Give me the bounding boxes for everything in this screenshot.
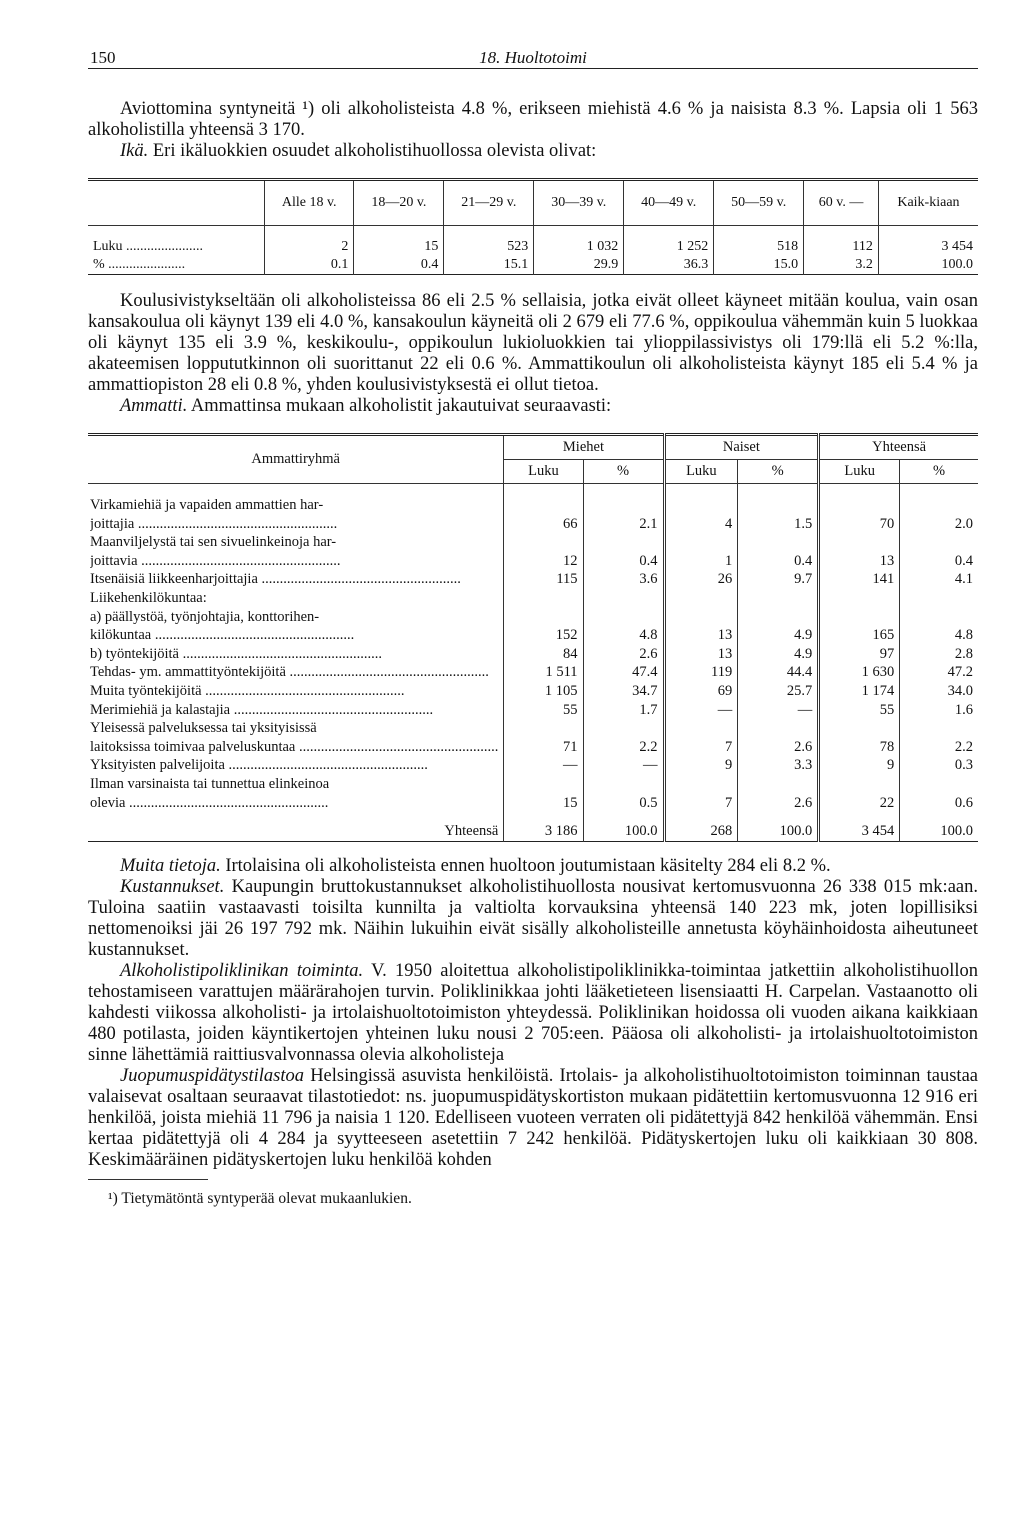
age-table bbox=[88, 178, 978, 275]
table-cell: 7 bbox=[664, 719, 738, 756]
section-head-costs: Kustannukset. bbox=[120, 876, 225, 897]
table-cell: 78 bbox=[819, 719, 900, 756]
row-label: Tehdas- ym. ammattityöntekijöitä ....................................................... bbox=[88, 663, 504, 682]
table-cell: — bbox=[664, 701, 738, 720]
table-cell: 3 186 bbox=[504, 812, 583, 841]
paragraph-age-text: Eri ikäluokkien osuudet alkoholistihuollossa olevista olivat: bbox=[148, 141, 597, 161]
paragraph-age bbox=[88, 141, 978, 162]
table-cell: 9 bbox=[819, 756, 900, 775]
table-cell: 97 bbox=[819, 645, 900, 664]
age-column-header: 50—59 v. bbox=[714, 180, 804, 226]
table-cell: 1.5 bbox=[738, 496, 819, 533]
table-cell: 268 bbox=[664, 812, 738, 841]
table-row bbox=[88, 663, 978, 682]
table-cell: 2.2 bbox=[583, 719, 664, 756]
table-cell: 115 bbox=[504, 570, 583, 589]
table-cell: 4.1 bbox=[900, 570, 978, 589]
table-row bbox=[88, 496, 978, 533]
row-label: Yksityisten palvelijoita ....................................................... bbox=[88, 756, 504, 775]
table-cell: 141 bbox=[819, 570, 900, 589]
table-cell: — bbox=[738, 701, 819, 720]
table-cell bbox=[664, 589, 738, 608]
table-cell: 119 bbox=[664, 663, 738, 682]
table-cell: 15.1 bbox=[444, 256, 534, 275]
table-cell: 3.3 bbox=[738, 756, 819, 775]
subcolumn-header: % bbox=[738, 460, 819, 484]
table-cell: 70 bbox=[819, 496, 900, 533]
age-column-header: 21—29 v. bbox=[444, 180, 534, 226]
paragraph-costs bbox=[88, 877, 978, 961]
table-cell: 1.7 bbox=[583, 701, 664, 720]
table-cell: 3.2 bbox=[804, 256, 879, 275]
table-cell: 3 454 bbox=[819, 812, 900, 841]
row-label: Yhteensä bbox=[88, 812, 504, 841]
table-cell: 1 511 bbox=[504, 663, 583, 682]
table-cell: 9 bbox=[664, 756, 738, 775]
table-cell: 66 bbox=[504, 496, 583, 533]
table-row bbox=[88, 756, 978, 775]
table-cell: 13 bbox=[664, 608, 738, 645]
page-number: 150 bbox=[90, 48, 116, 67]
table-cell: 47.4 bbox=[583, 663, 664, 682]
paragraph-costs-text: Kaupungin bruttokustannukset alkoholistihuollosta nousivat kertomusvuonna 26 338 015 mk:aan. Tuloina saatiin vastaavasti toisilta kunnilta ja valtiolta korvauksina yhteensä 140 223 mk, joten lopillisiksi nettomenoiksi jäi 26 197 792 mk. Näihin lukuihin eivät sisälly alkoholisteille annetusta köyhäinhoidosta aiheutuneet kustannukset. bbox=[88, 876, 978, 960]
table-row bbox=[88, 645, 978, 664]
table-cell: 0.5 bbox=[583, 775, 664, 812]
row-label: Virkamiehiä ja vapaiden ammattien har- joittajia ....................................................... bbox=[88, 496, 504, 533]
section-head-occupation: Ammatti. bbox=[120, 396, 188, 416]
row-label: b) työntekijöitä ....................................................... bbox=[88, 645, 504, 664]
age-column-header: 60 v. — bbox=[804, 180, 879, 226]
table-cell: 0.4 bbox=[738, 533, 819, 570]
table-cell: — bbox=[583, 756, 664, 775]
table-cell: 2.6 bbox=[738, 775, 819, 812]
table-cell: 523 bbox=[444, 238, 534, 256]
table-cell: 152 bbox=[504, 608, 583, 645]
section-head-other: Muita tietoja. bbox=[120, 855, 221, 876]
table-cell: 3 454 bbox=[878, 238, 978, 256]
total-row bbox=[88, 812, 978, 841]
table-row bbox=[88, 238, 978, 256]
table-cell: 4.9 bbox=[738, 608, 819, 645]
paragraph-occupation-text: Ammattinsa mukaan alkoholistit jakautuivat seuraavasti: bbox=[187, 396, 612, 416]
table-cell: 13 bbox=[664, 645, 738, 664]
group-header-total: Yhteensä bbox=[819, 435, 978, 460]
subcolumn-header: % bbox=[900, 460, 978, 484]
table-cell: 36.3 bbox=[624, 256, 714, 275]
table-cell: 26 bbox=[664, 570, 738, 589]
table-cell: 7 bbox=[664, 775, 738, 812]
table-cell: 1.6 bbox=[900, 701, 978, 720]
table-cell: 12 bbox=[504, 533, 583, 570]
table-row bbox=[88, 682, 978, 701]
running-title: 18. Huoltotoimi bbox=[479, 48, 587, 67]
table-cell: 4.9 bbox=[738, 645, 819, 664]
age-column-header: 30—39 v. bbox=[534, 180, 624, 226]
subcolumn-header: Luku bbox=[664, 460, 738, 484]
table-cell: 71 bbox=[504, 719, 583, 756]
group-header-women: Naiset bbox=[664, 435, 819, 460]
section-head-arrests: Juopumuspidätystilastoa bbox=[120, 1065, 304, 1086]
table-cell: 518 bbox=[714, 238, 804, 256]
table-cell: 0.4 bbox=[900, 533, 978, 570]
table-cell: — bbox=[504, 756, 583, 775]
table-cell bbox=[738, 589, 819, 608]
document-page bbox=[88, 40, 978, 1208]
table-cell: 4.8 bbox=[583, 608, 664, 645]
paragraph-other-info bbox=[88, 856, 978, 877]
table-cell: 1 bbox=[664, 533, 738, 570]
subcolumn-header: Luku bbox=[504, 460, 583, 484]
subcolumn-header: % bbox=[583, 460, 664, 484]
occupation-table bbox=[88, 433, 978, 842]
table-cell: 29.9 bbox=[534, 256, 624, 275]
table-cell: 34.7 bbox=[583, 682, 664, 701]
table-cell: 15.0 bbox=[714, 256, 804, 275]
table-row bbox=[88, 775, 978, 812]
age-stub-header bbox=[88, 180, 265, 226]
table-cell: 55 bbox=[504, 701, 583, 720]
table-cell: 0.6 bbox=[900, 775, 978, 812]
table-cell: 44.4 bbox=[738, 663, 819, 682]
table-cell: 112 bbox=[804, 238, 879, 256]
section-head-clinic: Alkoholistipoliklinikan toiminta. bbox=[120, 960, 364, 981]
row-label: Muita työntekijöitä ....................................................... bbox=[88, 682, 504, 701]
row-label: Yleisessä palveluksessa tai yksityisissä laitoksissa toimivaa palveluskuntaa ....................................................... bbox=[88, 719, 504, 756]
occupation-stub-header: Ammattiryhmä bbox=[88, 435, 504, 484]
paragraph-arrests-text: Helsingissä asuvista henkilöistä. Irtolais- ja alkoholistihuoltotoimiston toiminnan taustaa valaisevat osaltaan seuraavat tilastotiedot: ns. juopumuspidätyskortiston mukaan pidätettiin kertomusvuonna 12 916 eri henkilöä, joista miehiä 11 796 ja naisia 1 120. Edelliseen vuoteen verraten oli pidätettyjä 842 henkilöä vähemmän. Ensi kertaa pidätettyjä oli 4 284 ja syytteeseen asetettiin 7 242 henkilöä. Pidätyskertojen luku oli kaikkiaan 30 808. Keskimääräinen pidätyskertojen luku henkilöä kohden bbox=[88, 1065, 978, 1170]
table-cell: 2.1 bbox=[583, 496, 664, 533]
table-cell bbox=[504, 589, 583, 608]
footnote: ¹) Tietymätöntä syntyperää olevat mukaanlukien. bbox=[108, 1189, 412, 1207]
table-cell: 100.0 bbox=[878, 256, 978, 275]
table-cell: 2.0 bbox=[900, 496, 978, 533]
table-cell: 0.1 bbox=[265, 256, 354, 275]
subcolumn-header: Luku bbox=[819, 460, 900, 484]
section-head-age: Ikä. bbox=[120, 141, 149, 161]
table-row bbox=[88, 608, 978, 645]
table-cell: 4.8 bbox=[900, 608, 978, 645]
footnote-rule bbox=[88, 1179, 208, 1180]
table-cell: 100.0 bbox=[583, 812, 664, 841]
age-column-header: 40—49 v. bbox=[624, 180, 714, 226]
table-cell: 69 bbox=[664, 682, 738, 701]
row-label: a) päällystöä, työnjohtajia, konttorihen- kilökuntaa ....................................................... bbox=[88, 608, 504, 645]
table-cell: 2.6 bbox=[583, 645, 664, 664]
table-cell: 47.2 bbox=[900, 663, 978, 682]
paragraph-arrests bbox=[88, 1066, 978, 1171]
table-cell: 15 bbox=[504, 775, 583, 812]
row-label: Maanviljelystä tai sen sivuelinkeinoja har- joittavia ....................................................... bbox=[88, 533, 504, 570]
paragraph-occupation bbox=[88, 396, 978, 417]
table-cell: 1 105 bbox=[504, 682, 583, 701]
table-cell: 1 630 bbox=[819, 663, 900, 682]
table-cell: 1 174 bbox=[819, 682, 900, 701]
paragraph-clinic-text: V. 1950 aloitettua alkoholistipoliklinikka-toimintaa jatkettiin alkoholistihuollon tehostamiseen varattujen määrärahojen turvin. Poliklinikkaa johti lääketieteen lisensiaatti H. Carpelan. Vastaanotto oli kahdesti viikossa alkoholisti- ja irtolaishuoltotoimiston yhteydessä. Poliklinikan hoidossa oli vuoden aikana kaikkiaan 480 potilasta, joiden käyntikertojen yhteinen luku nousi 2 705:een. Pääosa oli alkoholisti- ja irtolaishuoltotoimiston sinne lähettämiä raittiusvalvonnassa olevia alkoholisteja bbox=[88, 960, 979, 1065]
table-cell: 34.0 bbox=[900, 682, 978, 701]
paragraph-clinic bbox=[88, 961, 978, 1066]
table-cell: 3.6 bbox=[583, 570, 664, 589]
table-cell: 2.2 bbox=[900, 719, 978, 756]
row-label: Ilman varsinaista tai tunnettua elinkeinoa olevia ....................................................... bbox=[88, 775, 504, 812]
table-cell: 4 bbox=[664, 496, 738, 533]
paragraph-illegitimate: Aviottomina syntyneitä ¹) oli alkoholisteista 4.8 %, erikseen miehistä 4.6 % ja naisista 8.3 %. Lapsia oli 1 563 alkoholistilla yhteensä 3 170. bbox=[88, 99, 978, 140]
table-cell: 100.0 bbox=[900, 812, 978, 841]
table-cell: 0.4 bbox=[583, 533, 664, 570]
row-label: % ...................... bbox=[93, 257, 186, 272]
page-header bbox=[88, 40, 978, 69]
table-row bbox=[88, 701, 978, 720]
table-cell: 100.0 bbox=[738, 812, 819, 841]
table-cell: 1 252 bbox=[624, 238, 714, 256]
table-cell: 2.6 bbox=[738, 719, 819, 756]
group-header-men: Miehet bbox=[504, 435, 664, 460]
table-cell: 2.8 bbox=[900, 645, 978, 664]
table-cell: 22 bbox=[819, 775, 900, 812]
table-cell: 2 bbox=[265, 238, 354, 256]
age-column-header: Kaik-kiaan bbox=[878, 180, 978, 226]
table-cell: 84 bbox=[504, 645, 583, 664]
table-cell: 55 bbox=[819, 701, 900, 720]
row-label: Luku ...................... bbox=[93, 239, 204, 254]
table-cell bbox=[900, 589, 978, 608]
table-row bbox=[88, 589, 978, 608]
table-cell: 15 bbox=[354, 238, 444, 256]
row-label: Itsenäisiä liikkeenharjoittajia ....................................................... bbox=[88, 570, 504, 589]
age-column-header: Alle 18 v. bbox=[265, 180, 354, 226]
table-cell: 0.3 bbox=[900, 756, 978, 775]
age-column-header: 18—20 v. bbox=[354, 180, 444, 226]
table-row bbox=[88, 256, 978, 275]
table-cell: 1 032 bbox=[534, 238, 624, 256]
table-cell: 9.7 bbox=[738, 570, 819, 589]
row-label: Merimiehiä ja kalastajia ....................................................... bbox=[88, 701, 504, 720]
table-cell: 25.7 bbox=[738, 682, 819, 701]
paragraph-education: Koulusivistykseltään oli alkoholisteissa 86 eli 2.5 % sellaisia, jotka eivät olleet käyneet mitään koulua, vain osan kansakoulua oli käynyt 139 eli 4.0 %, kansakoulun käyneitä oli 2 679 eli 77.6 %, oppikoulua vähemmän kuin 5 luokkaa oli käynyt 135 eli 3.9 %, keskikoulu-, oppikoulun lukioluokkien tai ylioppilassivistys oli 179:llä eli 5.2 %:lla, akateemisen loppututkinnon oli suorittanut 22 eli 0.6 %. Ammattikoulun oli alkoholisteista käynyt 185 eli 5.4 % ja ammattiopiston 28 eli 0.8 %, yhden koulusivistyksestä ei ollut tietoa. bbox=[88, 291, 978, 395]
table-cell bbox=[583, 589, 664, 608]
table-row bbox=[88, 533, 978, 570]
table-cell: 13 bbox=[819, 533, 900, 570]
table-cell: 165 bbox=[819, 608, 900, 645]
table-row bbox=[88, 570, 978, 589]
paragraph-other-text: Irtolaisina oli alkoholisteista ennen huoltoon joutumistaan käsitelty 284 eli 8.2 %. bbox=[220, 855, 831, 876]
table-cell bbox=[819, 589, 900, 608]
table-row bbox=[88, 719, 978, 756]
table-cell: 0.4 bbox=[354, 256, 444, 275]
row-label: Liikehenkilökuntaa: bbox=[88, 589, 504, 608]
